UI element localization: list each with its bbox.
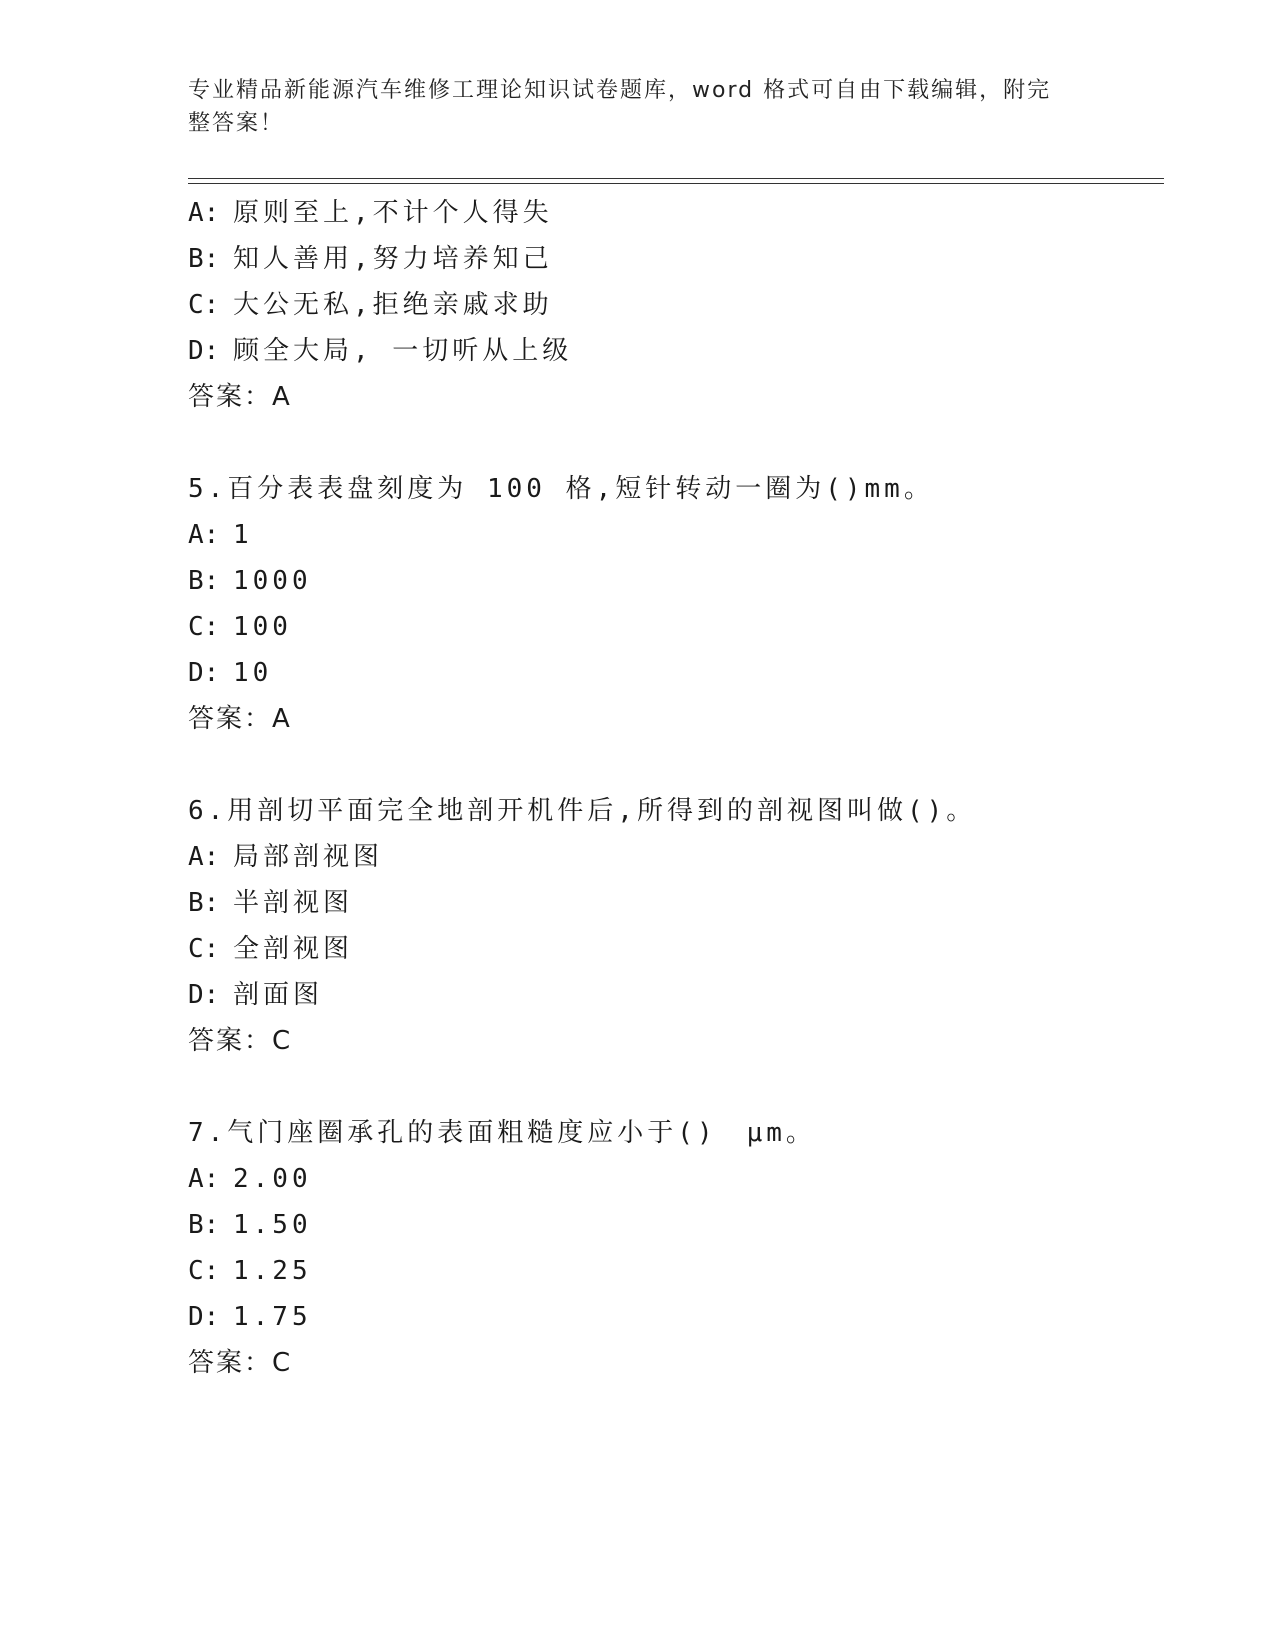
option-text: 1000 <box>233 566 312 596</box>
option-key: B: <box>188 244 220 274</box>
option-text: 剖面图 <box>233 980 324 1010</box>
option-key: C: <box>188 1256 220 1286</box>
option-key: A: <box>188 198 220 228</box>
option-a <box>188 834 1164 880</box>
option-text: 1.50 <box>233 1210 312 1240</box>
option-a <box>188 512 1164 558</box>
option-key: C: <box>188 934 220 964</box>
option-key: C: <box>188 612 220 642</box>
document-header <box>188 74 1068 140</box>
option-text: 1.25 <box>233 1256 312 1286</box>
option-key: B: <box>188 566 220 596</box>
option-b <box>188 880 1164 926</box>
option-text: 2.00 <box>233 1164 312 1194</box>
option-d <box>188 1294 1164 1340</box>
option-key: A: <box>188 1164 220 1194</box>
question-5-stem: 5.百分表表盘刻度为 100 格,短针转动一圈为()mm。 <box>188 474 934 504</box>
option-key: D: <box>188 658 220 688</box>
option-c <box>188 282 1164 328</box>
header-divider-bottom <box>188 183 1164 184</box>
question-list <box>188 190 1164 1386</box>
option-text: 知人善用,努力培养知己 <box>233 244 553 274</box>
option-text: 1 <box>233 520 253 550</box>
option-text: 全剖视图 <box>233 934 354 964</box>
option-d <box>188 328 1164 374</box>
option-b <box>188 558 1164 604</box>
option-d <box>188 972 1164 1018</box>
option-text: 半剖视图 <box>233 888 354 918</box>
answer-line: 答案：A <box>188 382 292 412</box>
option-key: B: <box>188 1210 220 1240</box>
option-key: D: <box>188 1302 220 1332</box>
option-a <box>188 1156 1164 1202</box>
option-d <box>188 650 1164 696</box>
option-text: 100 <box>233 612 292 642</box>
header-line-2: 整答案！ <box>188 111 285 136</box>
option-b <box>188 1202 1164 1248</box>
spacer <box>188 1064 1164 1110</box>
option-key: D: <box>188 980 220 1010</box>
option-c <box>188 926 1164 972</box>
header-divider-top <box>188 178 1164 179</box>
option-text: 大公无私,拒绝亲戚求助 <box>233 290 553 320</box>
option-text: 局部剖视图 <box>233 842 384 872</box>
option-text: 10 <box>233 658 273 688</box>
option-text: 原则至上,不计个人得失 <box>233 198 553 228</box>
answer-line: 答案：A <box>188 704 292 734</box>
spacer <box>188 742 1164 788</box>
option-text: 顾全大局, 一切听从上级 <box>233 336 573 366</box>
option-a <box>188 190 1164 236</box>
option-key: A: <box>188 842 220 872</box>
option-b <box>188 236 1164 282</box>
answer-line: 答案：C <box>188 1026 293 1056</box>
option-key: C: <box>188 290 220 320</box>
answer-line: 答案：C <box>188 1348 293 1378</box>
question-6-stem: 6.用剖切平面完全地剖开机件后,所得到的剖视图叫做()。 <box>188 796 977 826</box>
option-key: D: <box>188 336 220 366</box>
option-key: A: <box>188 520 220 550</box>
option-c <box>188 1248 1164 1294</box>
option-c <box>188 604 1164 650</box>
option-text: 1.75 <box>233 1302 312 1332</box>
header-line-1: 专业精品新能源汽车维修工理论知识试卷题库，word 格式可自由下载编辑，附完 <box>188 78 1052 103</box>
option-key: B: <box>188 888 220 918</box>
question-7-stem: 7.气门座圈承孔的表面粗糙度应小于() μm。 <box>188 1118 816 1148</box>
spacer <box>188 420 1164 466</box>
